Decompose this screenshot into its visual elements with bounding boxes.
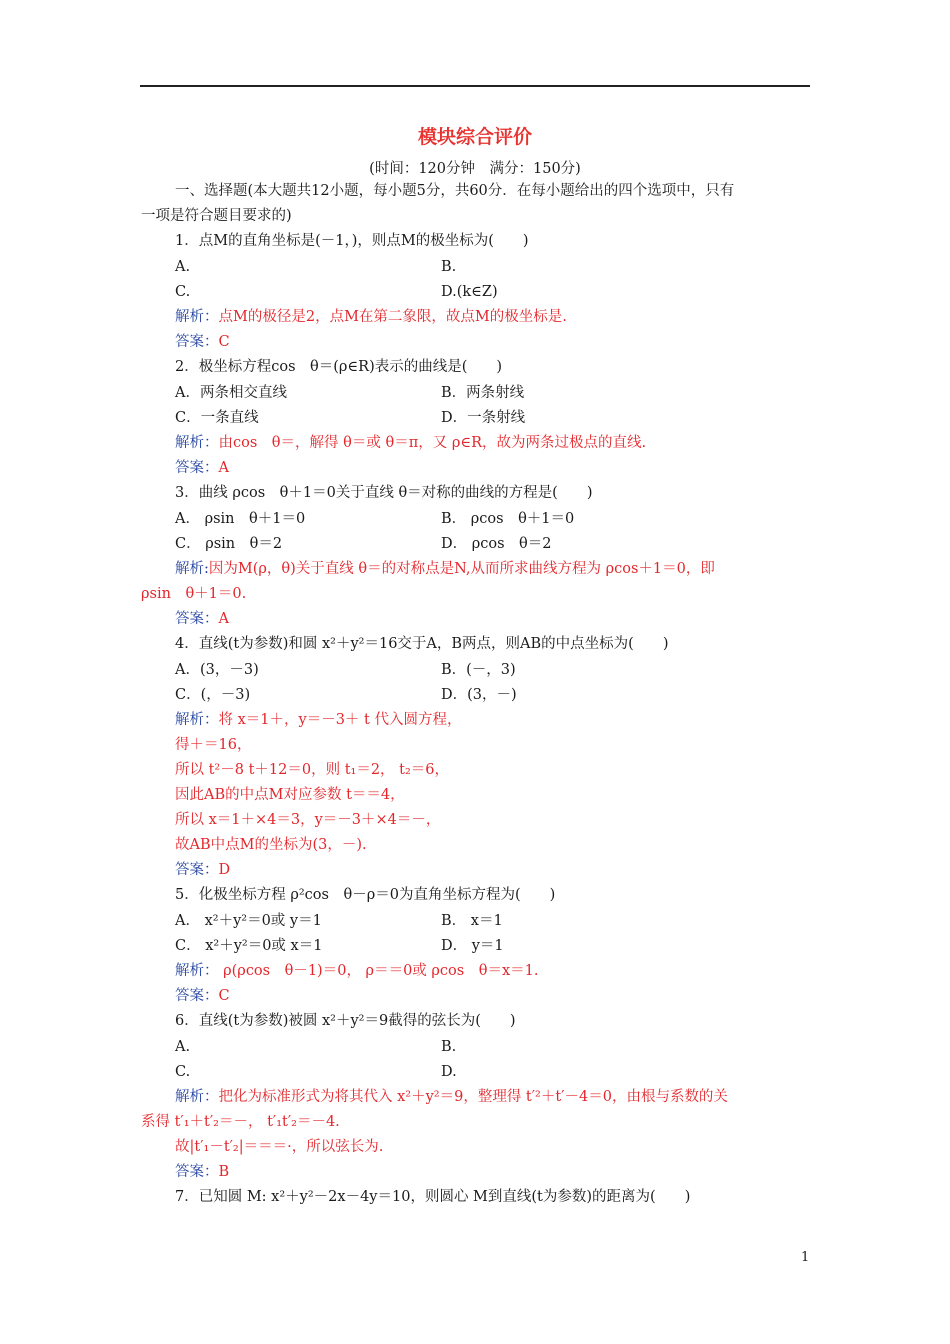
intro-line-1: 一、选择题(本大题共12小题，每小题5分，共60分．在每小题给出的四个选项中，只有 [175,183,735,199]
q6-analysis-line-1 [175,1087,728,1107]
q4-analysis-line-5: 所以 x＝1＋×4＝3，y＝－3＋×4＝－， [175,812,441,828]
answer-label: 答案： [175,1164,219,1180]
q1-option-c: C. [175,284,191,300]
answer-value: A [218,611,229,627]
answer-label: 答案： [175,611,219,627]
header-rule [140,85,810,87]
answer-value: C [218,988,230,1004]
q4-analysis-line-6: 故AB中点M的坐标为(3，－). [175,837,367,853]
q4-analysis-line-3: 所以 t²－8 t＋12＝0，则 t₁＝2， t₂＝6， [175,762,450,778]
answer-label: 答案： [175,862,219,878]
q1-stem: 1．点M的直角坐标是(－1，)，则点M的极坐标为( ) [175,233,529,249]
q5-answer [175,986,230,1006]
answer-value: A [218,460,229,476]
answer-label: 答案： [175,988,219,1004]
q3-answer [175,609,229,629]
analysis-text: 把化为标准形式为将其代入 x²＋y²＝9，整理得 t′²＋t′－4＝0，由根与系数的关 [218,1089,728,1105]
q2-analysis [175,433,646,453]
q4-option-d: D．(3，－) [441,687,517,703]
q3-analysis-line-1 [175,559,715,579]
analysis-text: 点M的极径是2，点M在第二象限，故点M的极坐标是. [218,309,567,325]
q5-option-d: D． y＝1 [441,938,504,954]
page-subtitle: (时间：120分钟 满分：150分) [369,161,581,177]
analysis-label: 解析： [175,309,219,325]
q4-analysis-line-1 [175,710,461,730]
q1-option-a: A. [175,259,191,275]
q6-option-b: B. [441,1039,457,1055]
page-number: 1 [801,1250,810,1265]
analysis-label: 解析： [175,435,219,451]
q1-option-b: B. [441,259,457,275]
q5-analysis [175,961,538,981]
q2-option-c: C．一条直线 [175,410,259,426]
answer-label: 答案： [175,334,219,350]
q5-option-a: A． x²＋y²＝0或 y＝1 [175,913,322,929]
analysis-label: 解析： [175,963,219,979]
page-title: 模块综合评价 [417,126,532,148]
q6-option-a: A. [175,1039,191,1055]
answer-value: D [218,862,231,878]
q3-option-a: A． ρsin θ＋1＝0 [175,511,306,527]
q2-stem: 2．极坐标方程cos θ＝(ρ∈R)表示的曲线是( ) [175,359,503,375]
q6-analysis-line-2: 系得 t′₁＋t′₂＝－， t′₁t′₂＝－4. [141,1114,340,1130]
q4-analysis-line-4: 因此AB的中点M对应参数 t＝＝4， [175,787,405,803]
q6-analysis-line-3: 故|t′₁－t′₂|＝＝＝·，所以弦长为. [175,1139,384,1155]
q3-option-c: C． ρsin θ＝2 [175,536,283,552]
analysis-text: ρ(ρcos θ－1)＝0， ρ＝＝0或 ρcos θ＝x＝1. [218,963,539,979]
q2-option-a: A．两条相交直线 [175,385,287,401]
q1-option-d: D.(k∈Z) [441,284,498,300]
analysis-text: 将 x＝1＋，y＝－3＋ t 代入圆方程， [218,712,462,728]
q3-option-b: B． ρcos θ＋1＝0 [441,511,575,527]
answer-value: C [218,334,230,350]
q5-stem: 5．化极坐标方程 ρ²cos θ－ρ＝0为直角坐标方程为( ) [175,887,556,903]
q6-stem: 6．直线(t为参数)被圆 x²＋y²＝9截得的弦长为( ) [175,1013,516,1029]
q3-stem: 3．曲线 ρcos θ＋1＝0关于直线 θ＝对称的曲线的方程是( ) [175,485,593,501]
q2-option-b: B．两条射线 [441,385,525,401]
q4-option-b: B．(－，3) [441,662,516,678]
answer-label: 答案： [175,460,219,476]
q4-option-c: C．(，－3) [175,687,251,703]
q6-option-c: C. [175,1064,191,1080]
analysis-label: 解析： [175,1089,219,1105]
q2-answer [175,458,229,478]
q4-option-a: A．(3，－3) [175,662,259,678]
q5-option-c: C． x²＋y²＝0或 x＝1 [175,938,323,954]
q6-option-d: D. [441,1064,457,1080]
q2-option-d: D．一条射线 [441,410,526,426]
q3-option-d: D． ρcos θ＝2 [441,536,552,552]
q1-answer [175,332,230,352]
q6-answer [175,1162,229,1182]
analysis-text: 因为M(ρ，θ)关于直线 θ＝的对称点是N,从而所求曲线方程为 ρcos＋1＝0，即 [208,561,715,577]
q3-analysis-line-2: ρsin θ＋1＝0. [141,586,247,602]
q4-answer [175,860,230,880]
analysis-label: 解析： [175,712,219,728]
q4-analysis-line-2: 得＋＝16， [175,737,252,753]
q7-stem: 7．已知圆 M: x²＋y²－2x－4y＝10，则圆心 M到直线(t为参数)的距离为( ) [175,1189,691,1205]
intro-line-2: 一项是符合题目要求的) [141,208,292,224]
analysis-text: 由cos θ＝，解得 θ＝或 θ＝π，又 ρ∈R，故为两条过极点的直线. [218,435,647,451]
answer-value: B [218,1164,230,1180]
q1-analysis [175,307,567,327]
analysis-label: 解析: [175,561,209,577]
q4-stem: 4．直线(t为参数)和圆 x²＋y²＝16交于A，B两点，则AB的中点坐标为( ) [175,636,669,652]
q5-option-b: B． x＝1 [441,913,503,929]
